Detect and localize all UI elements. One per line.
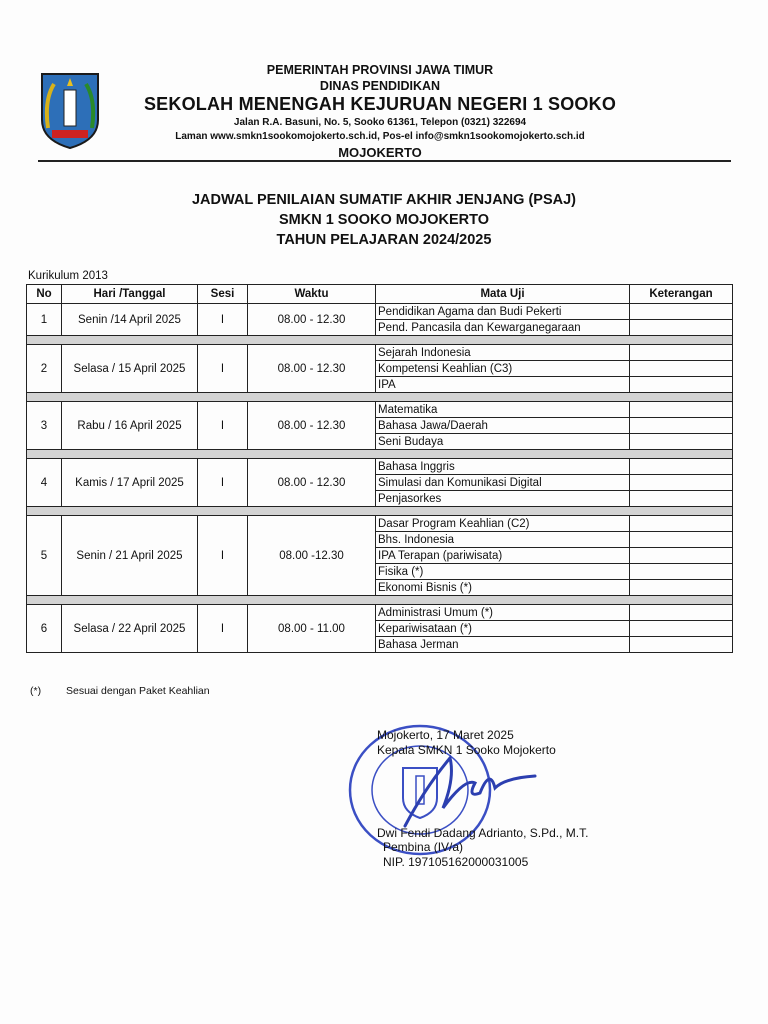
cell-session: I (198, 345, 248, 393)
table-row (27, 516, 733, 532)
cell-subject: Bhs. Indonesia (376, 532, 630, 548)
cell-day-date: Selasa / 22 April 2025 (62, 605, 198, 653)
letterhead-address: Jalan R.A. Basuni, No. 5, Sooko 61361, Telepon (0321) 322694 (233, 117, 527, 128)
cell-note (630, 475, 733, 491)
table-row (27, 402, 733, 418)
letterhead-department: DINAS PENDIDIKAN (319, 79, 441, 93)
header-session: Sesi (198, 285, 248, 304)
signature-position: Kepala SMKN 1 Sooko Mojokerto (377, 743, 556, 757)
header-no: No (27, 285, 62, 304)
row-separator (27, 336, 733, 345)
cell-note (630, 605, 733, 621)
cell-no: 4 (27, 459, 62, 507)
cell-note (630, 580, 733, 596)
cell-time: 08.00 - 12.30 (248, 304, 376, 336)
cell-subject: Bahasa Jerman (376, 637, 630, 653)
cell-note (630, 304, 733, 320)
separator-cell (27, 450, 733, 459)
separator-cell (27, 507, 733, 516)
table-row (27, 605, 733, 621)
row-separator (27, 450, 733, 459)
letterhead-city: MOJOKERTO (338, 145, 422, 160)
cell-note (630, 434, 733, 450)
separator-cell (27, 336, 733, 345)
row-separator (27, 507, 733, 516)
cell-session: I (198, 516, 248, 596)
letterhead-government: PEMERINTAH PROVINSI JAWA TIMUR (266, 63, 494, 77)
letterhead-school-name: SEKOLAH MENENGAH KEJURUAN NEGERI 1 SOOKO (143, 94, 617, 114)
signatory-name: Dwi Fendi Dadang Adrianto, S.Pd., M.T. (377, 826, 589, 840)
cell-subject: Simulasi dan Komunikasi Digital (376, 475, 630, 491)
cell-day-date: Rabu / 16 April 2025 (62, 402, 198, 450)
cell-subject: Pendidikan Agama dan Budi Pekerti (376, 304, 630, 320)
row-separator (27, 596, 733, 605)
document-subtitle-school: SMKN 1 SOOKO MOJOKERTO (278, 212, 489, 228)
cell-session: I (198, 402, 248, 450)
header-subject: Mata Uji (376, 285, 630, 304)
cell-note (630, 516, 733, 532)
table-row (27, 459, 733, 475)
cell-time: 08.00 - 12.30 (248, 345, 376, 393)
table-row (27, 304, 733, 320)
cell-note (630, 532, 733, 548)
cell-note (630, 345, 733, 361)
cell-subject: Pend. Pancasila dan Kewarganegaraan (376, 320, 630, 336)
cell-subject: Matematika (376, 402, 630, 418)
footnote-mark: (*) (30, 685, 42, 697)
footnote-text: Sesuai dengan Paket Keahlian (66, 685, 210, 697)
cell-note (630, 402, 733, 418)
document-subtitle-year: TAHUN PELAJARAN 2024/2025 (276, 232, 492, 248)
cell-subject: Sejarah Indonesia (376, 345, 630, 361)
cell-subject: Fisika (*) (376, 564, 630, 580)
cell-no: 2 (27, 345, 62, 393)
cell-subject: Seni Budaya (376, 434, 630, 450)
cell-day-date: Senin /14 April 2025 (62, 304, 198, 336)
document-title: JADWAL PENILAIAN SUMATIF AKHIR JENJANG (PSAJ) (191, 192, 576, 208)
schedule-body (27, 304, 733, 653)
separator-cell (27, 596, 733, 605)
signature-place-date: Mojokerto, 17 Maret 2025 (377, 728, 514, 742)
cell-subject: Bahasa Jawa/Daerah (376, 418, 630, 434)
row-separator (27, 393, 733, 402)
header-time: Waktu (248, 285, 376, 304)
cell-time: 08.00 - 11.00 (248, 605, 376, 653)
header-note: Keterangan (630, 285, 733, 304)
cell-note (630, 637, 733, 653)
cell-subject: Kompetensi Keahlian (C3) (376, 361, 630, 377)
cell-time: 08.00 - 12.30 (248, 402, 376, 450)
cell-note (630, 377, 733, 393)
cell-subject: IPA (376, 377, 630, 393)
cell-time: 08.00 -12.30 (248, 516, 376, 596)
cell-no: 6 (27, 605, 62, 653)
cell-subject: Penjasorkes (376, 491, 630, 507)
table-header-row (27, 285, 733, 304)
cell-note (630, 621, 733, 637)
signatory-nip: NIP. 197105162000031005 (383, 855, 529, 869)
cell-note (630, 564, 733, 580)
cell-note (630, 418, 733, 434)
cell-subject: IPA Terapan (pariwisata) (376, 548, 630, 564)
signatory-rank: Pembina (IV/a) (383, 840, 464, 854)
cell-no: 1 (27, 304, 62, 336)
cell-subject: Administrasi Umum (*) (376, 605, 630, 621)
cell-time: 08.00 - 12.30 (248, 459, 376, 507)
table-row (27, 345, 733, 361)
curriculum-label: Kurikulum 2013 (28, 270, 108, 282)
cell-day-date: Kamis / 17 April 2025 (62, 459, 198, 507)
cell-no: 5 (27, 516, 62, 596)
cell-note (630, 491, 733, 507)
separator-cell (27, 393, 733, 402)
handwritten-signature (395, 748, 545, 828)
east-java-emblem-logo (38, 70, 102, 150)
cell-subject: Ekonomi Bisnis (*) (376, 580, 630, 596)
cell-note (630, 361, 733, 377)
header-day-date: Hari /Tanggal (62, 285, 198, 304)
cell-note (630, 320, 733, 336)
cell-subject: Kepariwisataan (*) (376, 621, 630, 637)
cell-session: I (198, 605, 248, 653)
exam-schedule-table (26, 284, 733, 653)
letterhead-divider (38, 160, 731, 162)
cell-no: 3 (27, 402, 62, 450)
cell-note (630, 548, 733, 564)
cell-day-date: Selasa / 15 April 2025 (62, 345, 198, 393)
cell-session: I (198, 459, 248, 507)
cell-subject: Dasar Program Keahlian (C2) (376, 516, 630, 532)
cell-session: I (198, 304, 248, 336)
letterhead-web-email: Laman www.smkn1sookomojokerto.sch.id, Pos-el info@smkn1sookomojokerto.sch.id (175, 131, 585, 142)
cell-subject: Bahasa Inggris (376, 459, 630, 475)
cell-day-date: Senin / 21 April 2025 (62, 516, 198, 596)
cell-note (630, 459, 733, 475)
